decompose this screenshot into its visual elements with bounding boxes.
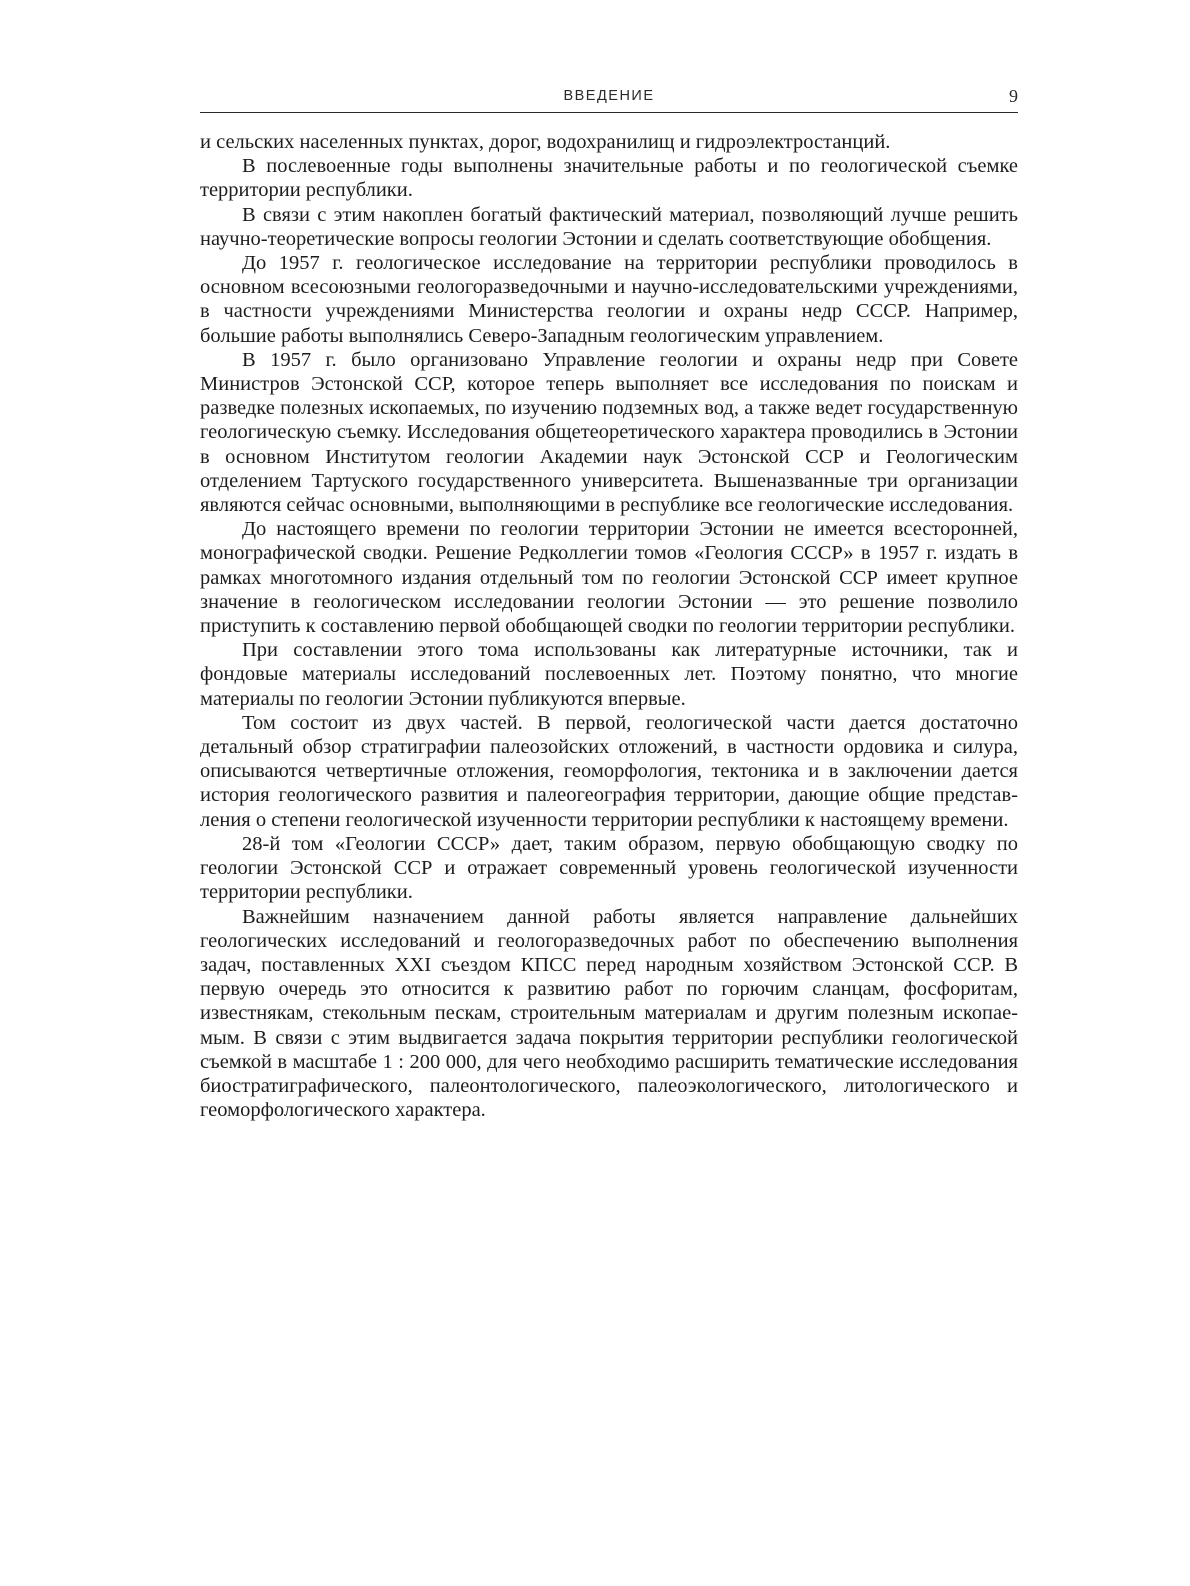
paragraph: При составлении этого тома использованы как литературные источники, так и фондовые материалы исследований послевоенных лет. Поэтому понятно, что многие материалы по геологии Эстонии публикуются впервые. (200, 639, 1018, 710)
paragraph: Важнейшим назначением данной работы является направление дальнейших геологических исследований и геологоразведочных работ по обеспечению выполнения задач, поставленных XXI съездом КПСС перед народным хозяйством Эстонской ССР. В первую очередь это относится к развитию работ по горючим сланцам, фосфоритам, известнякам, стекольным пескам, строительным материалам и другим полезным ископаемым. В связи с этим выдвигается задача покрытия территории республики геологической съемкой в масштабе 1 : 200 000, для чего необходимо расширить тематические исследования биостратиграфического, палеонтологического, палеоэкологического, литологического и геоморфологического характера. (200, 905, 1018, 1122)
paragraph: В послевоенные годы выполнены значительные работы и по геологической съемке территории республики. (200, 155, 1018, 202)
paragraph: В 1957 г. было организовано Управление геологии и охраны недр при Совете Министров Эстонской ССР, которое теперь выполняет все исследования по поискам и разведке полезных ископаемых, по изучению подземных вод, а также ведет государственную геологическую съемку. Исследования общетеоретического характера проводились в Эстонии в основном Институтом геологии Академии наук Эстонской ССР и Геологическим отделением Тартуского государственного университета. Вышеназванные три организации являются сейчас основными, выполняющими в республике все геологические исследования. (200, 348, 1018, 517)
paragraph: В связи с этим накоплен богатый фактический материал, позволяющий лучше решить научно-теоретические вопросы геологии Эстонии и сделать соответствующие обобщения. (200, 203, 1018, 250)
paragraph: Том состоит из двух частей. В первой, геологической части дается достаточно детальный обзор стратиграфии палеозойских отложений, в частности ордовика и силура, описываются четвертичные отложения, геоморфология, тектоника и в заключении дается история геологического развития и палеогеография территории, дающие общие представления о степени геологической изученности территории республики к настоящему времени. (200, 711, 1018, 831)
paragraph: До 1957 г. геологическое исследование на территории республики проводилось в основном всесоюзными геологоразведочными и научно-исследовательскими учреждениями, в частности учреждениями Министерства геологии и охраны недр СССР. Например, большие работы выполнялись Северо-Западным геологическим управлением. (200, 252, 1018, 347)
paragraph: и сельских населенных пунктах, дорог, водохранилищ и гидроэлектростанций. (200, 131, 891, 153)
paragraph: До настоящего времени по геологии территории Эстонии не имеется всесторонней, монографической сводки. Решение Редколлегии томов «Геология СССР» в 1957 г. издать в рамках многотомного издания отдельный том по геологии Эстонской ССР имеет крупное значение в геологическом исследовании геологии Эстонии — это решение позволило приступить к составлению первой обобщающей сводки по геологии территории республики. (200, 518, 1018, 638)
running-title: ВВЕДЕНИЕ (563, 88, 655, 104)
document-page (200, 82, 1018, 1122)
body-text (200, 130, 1018, 1122)
running-header (200, 82, 1018, 113)
page-number: 9 (1009, 86, 1018, 106)
paragraph: 28-й том «Геологии СССР» дает, таким образом, первую обобщающую сводку по геологии Эстонской ССР и отражает современный уровень геологической изученности территории республики. (200, 832, 1018, 904)
